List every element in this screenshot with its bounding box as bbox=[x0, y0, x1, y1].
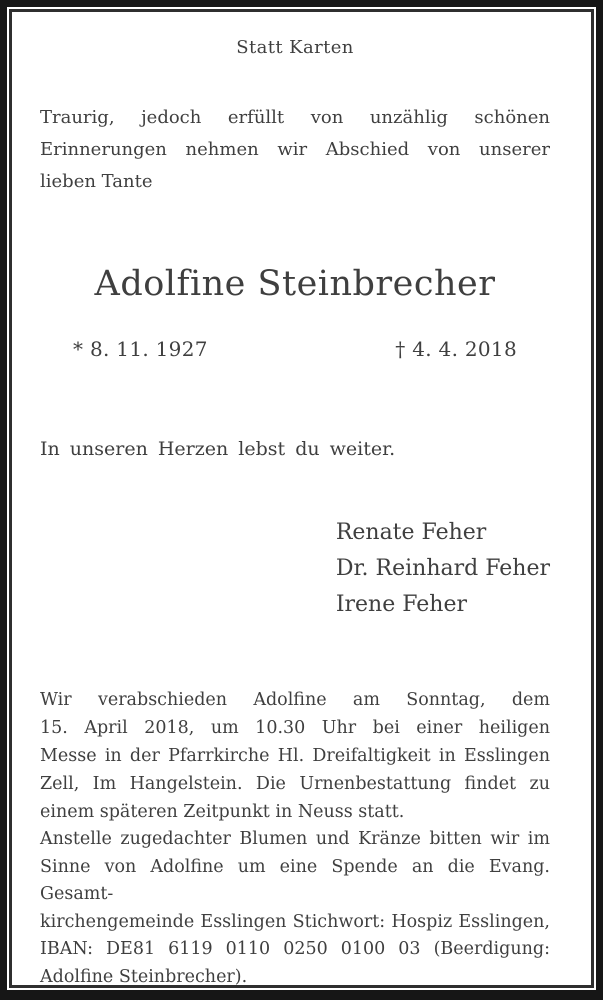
card-frame bbox=[9, 9, 594, 988]
funeral-info-line: einem späteren Zeitpunkt in Neuss statt. bbox=[40, 802, 405, 822]
funeral-info-paragraph bbox=[40, 686, 550, 826]
deceased-name: Adolfine Steinbrecher bbox=[94, 264, 496, 304]
funeral-info-line: Wir verabschieden Adolfine am Sonntag, dem bbox=[40, 690, 550, 710]
life-dates-row bbox=[40, 336, 550, 362]
intro-paragraph bbox=[40, 102, 550, 198]
donation-info-line: Sinne von Adolfine um eine Spende an die Evang. Gesamt- bbox=[40, 856, 550, 904]
intro-line: lieben Tante bbox=[40, 171, 153, 192]
birth-date: * 8. 11. 1927 bbox=[73, 337, 208, 361]
donation-info-line: kirchengemeinde Esslingen Stichwort: Hospiz Esslingen, bbox=[40, 911, 550, 932]
mourners-list bbox=[336, 515, 550, 623]
donation-info-line: Anstelle zugedachter Blumen und Kränze bitten wir im bbox=[40, 829, 550, 849]
donation-info-line: Adolfine Steinbrecher). bbox=[40, 966, 248, 987]
obituary-card bbox=[7, 7, 596, 990]
mourner-name: Irene Feher bbox=[335, 592, 468, 617]
funeral-info-line: 15. April 2018, um 10.30 Uhr bei einer heiligen bbox=[40, 718, 550, 738]
funeral-info-line: Messe in der Pfarrkirche Hl. Dreifaltigkeit in Esslingen bbox=[40, 746, 550, 766]
mourner-name: Dr. Reinhard Feher bbox=[335, 556, 550, 581]
funeral-info-line: Zell, Im Hangelstein. Die Urnenbestattung findet zu bbox=[40, 774, 550, 794]
death-date: † 4. 4. 2018 bbox=[395, 337, 517, 361]
mourner-name: Renate Feher bbox=[335, 520, 487, 545]
donation-info-paragraph bbox=[40, 826, 550, 991]
intro-line: Traurig, jedoch erfüllt von unzählig schönen bbox=[40, 107, 550, 128]
motto-line: In unseren Herzen lebst du weiter. bbox=[40, 438, 396, 460]
statt-karten-note: Statt Karten bbox=[236, 37, 354, 58]
donation-info-line: IBAN: DE81 6119 0110 0250 0100 03 (Beerdigung: bbox=[40, 939, 550, 959]
intro-line: Erinnerungen nehmen wir Abschied von unserer bbox=[40, 139, 550, 160]
